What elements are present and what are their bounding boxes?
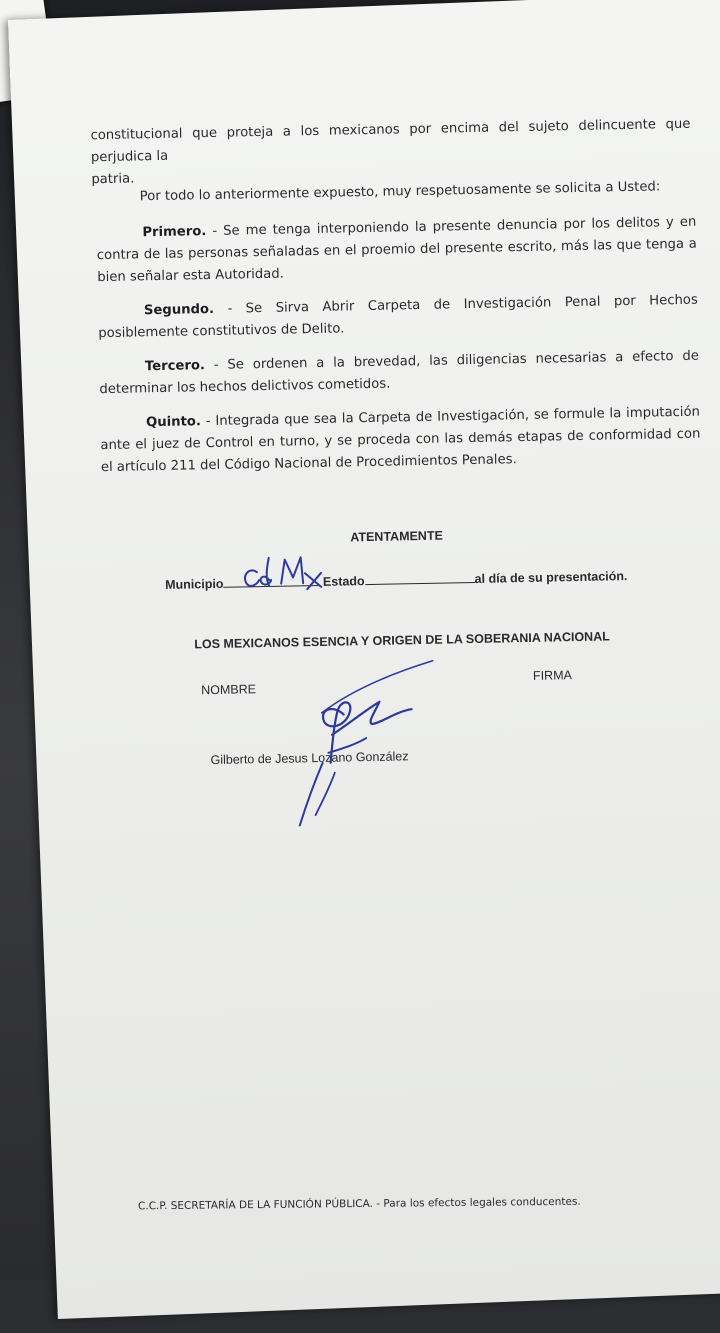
item-primero	[96, 212, 697, 290]
firma-label: FIRMA	[532, 668, 572, 683]
ccp-note: - Para los efectos legales conducentes.	[372, 1195, 581, 1210]
intro-line-1: constitucional que proteja a los mexicanos por encima del sujeto delincuente que perjudica la	[90, 116, 691, 166]
document-content	[10, 5, 720, 1319]
item-label: Tercero.	[144, 358, 206, 375]
slogan: LOS MEXICANOS ESENCIA Y ORIGEN DE LA SOBERANIA NACIONAL	[194, 629, 610, 652]
nombre-label: NOMBRE	[201, 682, 257, 698]
date-suffix: al día de su presentación.	[474, 569, 628, 586]
ccp-label: C.C.P. SECRETARÍA DE LA FUNCIÓN PÚBLICA.	[137, 1197, 373, 1213]
municipio-label: Municipio	[165, 576, 224, 592]
item-tercero	[99, 346, 700, 402]
signer-name: Gilberto de Jesus Lozano González	[210, 749, 409, 768]
estado-label: Estado	[322, 574, 365, 589]
item-label: Segundo.	[143, 301, 215, 319]
item-text: - Se me tenga interponiendo la presente denuncia por los delitos y en contra de las personas señaladas en el proemio del presente escrito, más las que tenga a bien señalar esta Autoridad.	[96, 214, 697, 286]
item-text: - Se ordenen a la brevedad, las diligencias necesarias a efecto de determinar los hechos delictivos cometidos.	[99, 348, 700, 398]
item-text: - Se Sirva Abrir Carpeta de Investigación Penal por Hechos posiblemente constitutivos de Delito.	[98, 292, 698, 342]
estado-blank	[364, 568, 474, 585]
item-quinto	[100, 402, 701, 480]
item-text: - Integrada que sea la Carpeta de Investigación, se formule la imputación ante el juez de Control en turno, y se proceda con las demás etapas de conformidad con el artículo 211 del Código Nacional de Procedimientos Penales.	[100, 404, 701, 476]
intro-line-2: patria.	[91, 171, 135, 188]
handwritten-signature	[261, 651, 444, 834]
item-segundo	[98, 290, 699, 346]
request-line: Por todo lo anteriormente expuesto, muy respetuosamente se solicita a Usted:	[139, 179, 661, 205]
document-page	[8, 0, 720, 1319]
item-label: Primero.	[142, 224, 207, 241]
item-label: Quinto.	[145, 414, 202, 431]
atentamente-heading: ATENTAMENTE	[350, 528, 443, 545]
municipio-handwriting	[235, 549, 336, 595]
